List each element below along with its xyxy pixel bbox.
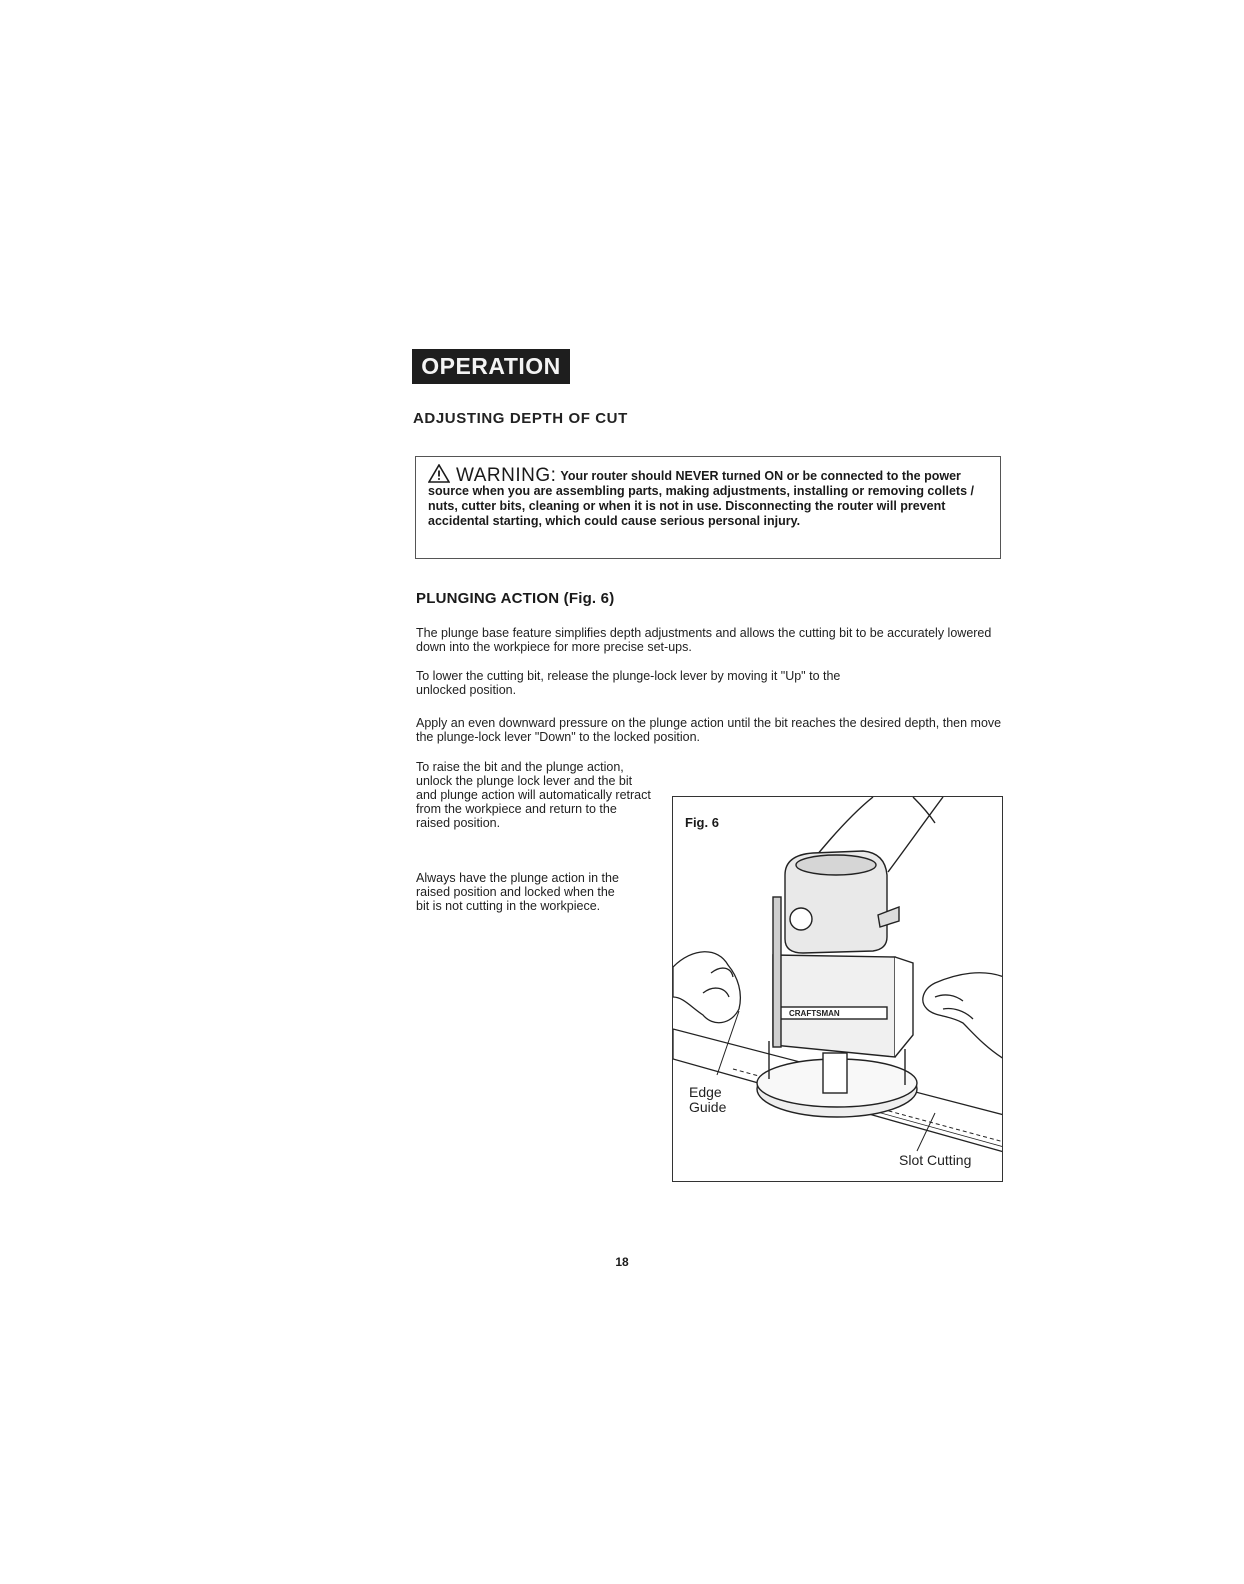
heading-adjusting-depth: ADJUSTING DEPTH OF CUT: [413, 410, 628, 427]
router-motor: [785, 851, 899, 953]
section-banner: OPERATION: [412, 349, 570, 384]
page-number: 18: [615, 1255, 629, 1269]
warning-triangle-icon: [428, 464, 450, 483]
paragraph-apply-pressure: Apply an even downward pressure on the plunge action until the bit reaches the desired depth, then move the plunge-lock lever "Down" to the locked position.: [416, 716, 1002, 744]
callout-edge-line1: Edge: [689, 1084, 722, 1100]
figure-label: Fig. 6: [685, 815, 719, 830]
callout-edge-line2: Guide: [689, 1099, 727, 1115]
warning-box: [415, 456, 1001, 559]
figure-6: [672, 796, 1003, 1182]
right-hand: [923, 973, 1003, 1059]
paragraph-raise-bit: To raise the bit and the plunge action, unlock the plunge lock lever and the bit and plunge action will automatically retract from the workpiece and return to the raised position.: [416, 760, 651, 830]
warning-body: Your router should NEVER turned ON or be connected to the power source when you are assembling parts, making adjustments, installing or removing collets / nuts, cutter bits, cleaning or when it is not in use. Disconnecting the router will prevent accidental starting, which could cause serious personal injury.: [428, 469, 974, 528]
warning-text-block: [428, 464, 990, 529]
router-illustration: [673, 797, 1003, 1182]
router-brand-mark: CRAFTSMAN: [789, 1009, 840, 1018]
paragraph-raised-position: Always have the plunge action in the raised position and locked when the bit is not cutting in the workpiece.: [416, 871, 619, 913]
paragraph-plunge-base: The plunge base feature simplifies depth adjustments and allows the cutting bit to be accurately lowered down into the workpiece for more precise set-ups.: [416, 626, 992, 654]
paragraph-lower-bit: To lower the cutting bit, release the plunge-lock lever by moving it "Up" to the unlocked position.: [416, 669, 841, 697]
warning-label: WARNING:: [456, 465, 557, 486]
callout-edge-guide: [689, 1085, 726, 1115]
left-hand: [673, 952, 740, 1023]
heading-plunging-action: PLUNGING ACTION (Fig. 6): [416, 590, 615, 607]
callout-slot-cutting: Slot Cutting: [899, 1152, 972, 1168]
